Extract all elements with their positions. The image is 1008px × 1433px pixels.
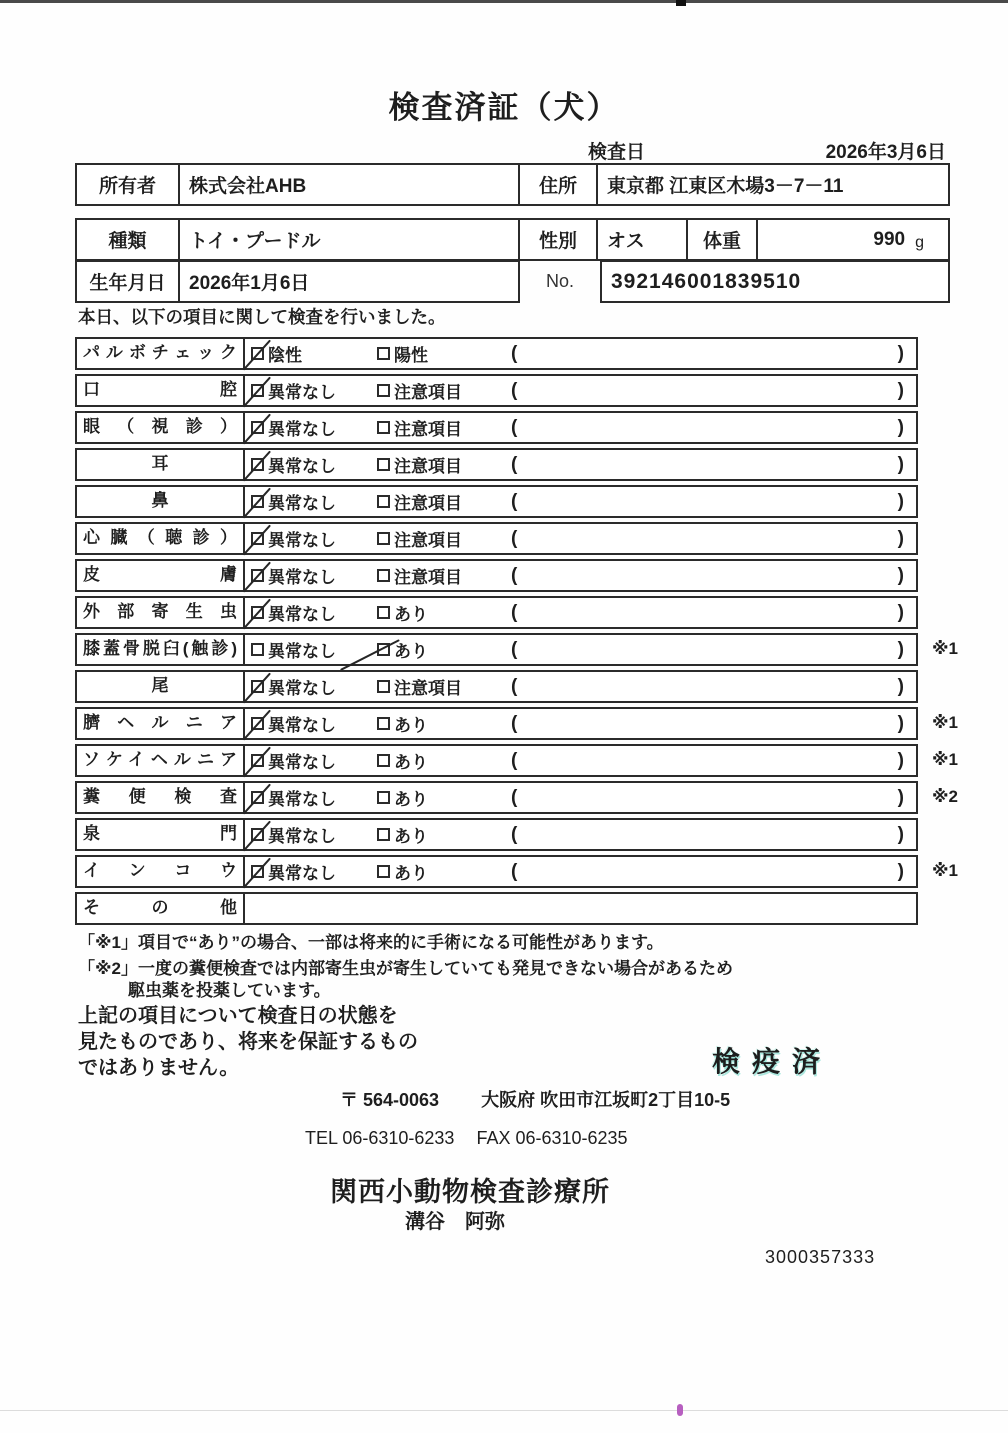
check-slash-icon <box>243 673 272 704</box>
inspection-item-label: パルボチェック <box>77 339 245 368</box>
weight-unit: g <box>915 233 924 251</box>
remarks-paren-open: ( <box>511 379 518 401</box>
option-1-label: 異常なし <box>268 457 336 476</box>
checkbox-icon <box>251 347 264 360</box>
option-2-label: 注意項目 <box>394 494 462 513</box>
checkbox-icon <box>251 865 264 878</box>
option-2-group <box>377 674 511 699</box>
option-2-label: 注意項目 <box>394 383 462 402</box>
check-slash-icon <box>243 784 272 815</box>
quarantine-stamp: 検疫済 <box>712 1046 833 1077</box>
breed-label: 種類 <box>77 220 180 259</box>
option-1-label: 異常なし <box>268 605 336 624</box>
option-1-label: 異常なし <box>268 420 336 439</box>
option-1-label: 異常なし <box>268 568 336 587</box>
birth-value: 2026年1月6日 <box>189 273 310 294</box>
option-2-group <box>377 526 511 551</box>
option-2-group <box>377 822 511 847</box>
footnote-marker: ※1 <box>932 750 958 769</box>
check-slash-icon <box>243 562 272 593</box>
option-2-group <box>377 711 511 736</box>
inspection-table <box>75 337 958 929</box>
disclaimer-line: 見たものであり、将来を保証するもの <box>78 1031 418 1053</box>
scan-artifact-bottom-blob <box>677 1404 683 1416</box>
owner-value: 株式会社AHB <box>180 165 520 204</box>
option-2-group <box>377 341 511 366</box>
option-1-group <box>251 600 377 625</box>
option-2-group <box>377 785 511 810</box>
remarks-paren-open: ( <box>511 675 518 697</box>
address-label: 住所 <box>520 165 598 204</box>
checkbox-icon <box>377 569 390 582</box>
inspection-item-label: 口腔 <box>77 376 245 405</box>
option-1-group <box>251 637 377 662</box>
inspection-date-value: 2026年3月6日 <box>825 142 946 163</box>
inspection-item-label: 膝蓋骨脱臼(触診) <box>77 635 245 664</box>
footnote-2-line2: 駆虫薬を投薬しています。 <box>128 981 331 1000</box>
breed-value: トイ・プードル <box>180 220 520 259</box>
inspection-row <box>75 818 918 851</box>
inspection-row <box>75 374 918 407</box>
scan-artifact-bottom-line <box>0 1410 1008 1411</box>
sex-value: オス <box>598 220 688 259</box>
pet-info-table <box>75 218 950 261</box>
inspection-row <box>75 707 958 740</box>
clinic-address-line <box>340 1086 730 1112</box>
inspection-row-content <box>245 635 916 664</box>
inspection-row <box>75 411 918 444</box>
inspection-row-content <box>245 598 916 627</box>
remarks-paren-close: ) <box>897 712 904 734</box>
checkbox-icon <box>377 717 390 730</box>
birth-date-table <box>75 260 520 303</box>
inspection-row <box>75 855 958 888</box>
inspection-row-content <box>245 413 916 442</box>
option-1-group <box>251 859 377 884</box>
disclaimer-line: ではありません。 <box>78 1057 240 1079</box>
scan-artifact-top-blob <box>676 0 686 6</box>
option-1-group <box>251 415 377 440</box>
remarks-paren-open: ( <box>511 453 518 475</box>
inspection-item-label: 眼（視診） <box>77 413 245 442</box>
option-2-group <box>377 378 511 403</box>
inspection-item-label: 外部寄生虫 <box>77 598 245 627</box>
option-1-label: 異常なし <box>268 753 336 772</box>
checkbox-icon <box>251 606 264 619</box>
inspection-row-content <box>245 709 916 738</box>
option-2-group <box>377 859 511 884</box>
remarks-paren-open: ( <box>511 490 518 512</box>
footnote-marker: ※2 <box>932 787 958 806</box>
option-1-group <box>251 526 377 551</box>
option-2-group <box>377 637 511 662</box>
footnote-marker: ※1 <box>932 861 958 880</box>
remarks-paren-open: ( <box>511 749 518 771</box>
option-1-group <box>251 711 377 736</box>
inspection-item-label: その他 <box>77 894 245 923</box>
checkbox-icon <box>377 495 390 508</box>
inspection-item-label: 心臓（聴診） <box>77 524 245 553</box>
remarks-paren-close: ) <box>897 453 904 475</box>
check-slash-icon <box>243 488 272 519</box>
checkbox-icon <box>377 606 390 619</box>
option-2-group <box>377 452 511 477</box>
option-1-group <box>251 341 377 366</box>
option-2-label: あり <box>394 827 428 846</box>
checkbox-icon <box>251 384 264 397</box>
inspection-row-content <box>245 339 916 368</box>
option-2-group <box>377 489 511 514</box>
option-2-label: 注意項目 <box>394 568 462 587</box>
option-2-group <box>377 748 511 773</box>
inspection-row <box>75 448 918 481</box>
checkbox-icon <box>377 791 390 804</box>
checkbox-icon <box>251 569 264 582</box>
owner-address-table <box>75 163 950 206</box>
option-1-label: 異常なし <box>268 716 336 735</box>
check-slash-icon <box>243 710 272 741</box>
option-2-group <box>377 563 511 588</box>
inspection-row <box>75 781 958 814</box>
remarks-paren-close: ) <box>897 638 904 660</box>
checkbox-icon <box>251 828 264 841</box>
registration-no-label: No. <box>545 271 574 291</box>
inspection-item-label: 尾 <box>77 672 245 701</box>
option-2-label: 注意項目 <box>394 679 462 698</box>
inspection-row-content <box>245 783 916 812</box>
weight-number: 990 <box>873 228 906 250</box>
serial-number: 3000357333 <box>765 1247 876 1267</box>
inspection-row-content <box>245 561 916 590</box>
intro-sentence: 本日、以下の項目に関して検査を行いました。 <box>78 307 446 327</box>
checkbox-icon <box>377 384 390 397</box>
inspection-item-label: 耳 <box>77 450 245 479</box>
option-1-label: 異常なし <box>268 642 336 661</box>
checkbox-icon <box>377 865 390 878</box>
disclaimer-statement <box>78 1003 418 1081</box>
sex-label: 性別 <box>520 220 598 259</box>
checkbox-icon <box>377 347 390 360</box>
remarks-paren-close: ) <box>897 823 904 845</box>
remarks-paren-close: ) <box>897 490 904 512</box>
remarks-paren-close: ) <box>897 675 904 697</box>
clinic-name: 関西小動物検査診療所 <box>330 1177 610 1207</box>
inspection-row <box>75 522 918 555</box>
remarks-paren-close: ) <box>897 527 904 549</box>
remarks-paren-open: ( <box>511 601 518 623</box>
inspection-item-label: 鼻 <box>77 487 245 516</box>
check-slash-icon <box>243 599 272 630</box>
option-2-label: あり <box>394 642 428 661</box>
footnote-marker: ※1 <box>932 713 958 732</box>
clinic-postal-code: 〒 564-0063 <box>340 1090 440 1110</box>
option-1-group <box>251 563 377 588</box>
remarks-paren-open: ( <box>511 416 518 438</box>
checkbox-icon <box>251 643 264 656</box>
option-2-label: 注意項目 <box>394 531 462 550</box>
inspection-row-content <box>245 672 916 701</box>
checkbox-icon <box>251 791 264 804</box>
remarks-paren-close: ) <box>897 749 904 771</box>
option-2-label: あり <box>394 716 428 735</box>
option-1-label: 異常なし <box>268 679 336 698</box>
inspection-row <box>75 633 958 666</box>
remarks-paren-open: ( <box>511 860 518 882</box>
inspection-row-content <box>245 524 916 553</box>
option-2-label: 注意項目 <box>394 420 462 439</box>
inspection-item-label: ソケイヘルニア <box>77 746 245 775</box>
remarks-paren-close: ) <box>897 601 904 623</box>
remarks-paren-close: ) <box>897 860 904 882</box>
checkbox-icon <box>377 532 390 545</box>
checkbox-icon <box>377 643 390 656</box>
checkbox-icon <box>251 458 264 471</box>
option-1-group <box>251 822 377 847</box>
inspection-date-label: 検査日 <box>588 142 646 163</box>
birth-label: 生年月日 <box>77 262 180 301</box>
remarks-paren-open: ( <box>511 564 518 586</box>
option-2-group <box>377 415 511 440</box>
check-slash-icon <box>243 821 272 852</box>
inspection-row <box>75 670 918 703</box>
option-1-group <box>251 489 377 514</box>
checkbox-icon <box>251 421 264 434</box>
weight-label: 体重 <box>688 220 758 259</box>
remarks-paren-open: ( <box>511 342 518 364</box>
inspection-row-content <box>245 450 916 479</box>
scan-artifact-top-line <box>0 0 1008 3</box>
veterinarian-name: 溝谷 阿弥 <box>405 1211 505 1233</box>
check-slash-icon <box>243 747 272 778</box>
inspection-item-label: インコウ <box>77 857 245 886</box>
check-slash-icon <box>243 414 272 445</box>
option-1-group <box>251 674 377 699</box>
inspection-row <box>75 892 918 925</box>
option-2-label: あり <box>394 605 428 624</box>
clinic-address: 大阪府 吹田市江坂町2丁目10-5 <box>481 1090 731 1110</box>
inspection-row-content <box>245 746 916 775</box>
footnote-1: 「※1」項目で“あり”の場合、一部は将来的に手術になる可能性があります。 <box>78 933 664 952</box>
remarks-paren-close: ) <box>897 564 904 586</box>
remarks-paren-close: ) <box>897 416 904 438</box>
footnote-2-line1: 「※2」一度の糞便検査では内部寄生虫が寄生していても発見できない場合があるため <box>78 959 733 978</box>
option-1-label: 異常なし <box>268 383 336 402</box>
checkbox-icon <box>251 495 264 508</box>
option-2-label: 陽性 <box>394 346 428 365</box>
clinic-tel-line <box>305 1128 628 1149</box>
inspection-row <box>75 596 918 629</box>
inspection-row-content <box>245 857 916 886</box>
inspection-row-content <box>245 894 916 923</box>
inspection-item-label: 皮膚 <box>77 561 245 590</box>
option-2-label: 注意項目 <box>394 457 462 476</box>
document-title: 検査済証（犬） <box>388 90 620 125</box>
check-slash-icon <box>243 858 272 889</box>
option-1-group <box>251 452 377 477</box>
option-1-label: 陰性 <box>268 346 302 365</box>
option-1-label: 異常なし <box>268 531 336 550</box>
checkbox-icon <box>377 754 390 767</box>
check-slash-icon <box>243 451 272 482</box>
disclaimer-line: 上記の項目について検査日の状態を <box>78 1005 398 1027</box>
inspection-row <box>75 337 918 370</box>
option-1-label: 異常なし <box>268 790 336 809</box>
inspection-row <box>75 485 918 518</box>
inspection-row <box>75 744 958 777</box>
check-slash-icon <box>243 525 272 556</box>
checkbox-icon <box>377 680 390 693</box>
inspection-row-content <box>245 376 916 405</box>
remarks-paren-close: ) <box>897 342 904 364</box>
remarks-paren-close: ) <box>897 786 904 808</box>
inspection-row <box>75 559 918 592</box>
inspection-row-content <box>245 820 916 849</box>
address-value: 東京都 江東区木場3－7－11 <box>607 176 844 197</box>
option-1-label: 異常なし <box>268 864 336 883</box>
option-2-label: あり <box>394 864 428 883</box>
remarks-paren-open: ( <box>511 823 518 845</box>
checkbox-icon <box>377 458 390 471</box>
checkbox-icon <box>251 680 264 693</box>
option-1-group <box>251 748 377 773</box>
footnote-marker: ※1 <box>932 639 958 658</box>
owner-label: 所有者 <box>77 165 180 204</box>
check-slash-icon <box>243 377 272 408</box>
option-2-group <box>377 600 511 625</box>
inspection-item-label: 糞便検査 <box>77 783 245 812</box>
option-1-group <box>251 378 377 403</box>
inspection-item-label: 臍ヘルニア <box>77 709 245 738</box>
remarks-paren-open: ( <box>511 712 518 734</box>
remarks-paren-open: ( <box>511 527 518 549</box>
checkbox-icon <box>251 717 264 730</box>
clinic-tel: TEL 06-6310-6233 <box>305 1128 455 1148</box>
option-1-group <box>251 785 377 810</box>
inspection-item-label: 泉門 <box>77 820 245 849</box>
check-slash-icon <box>243 340 272 371</box>
checkbox-icon <box>251 754 264 767</box>
option-1-label: 異常なし <box>268 494 336 513</box>
remarks-paren-open: ( <box>511 786 518 808</box>
checkbox-icon <box>377 421 390 434</box>
option-2-label: あり <box>394 753 428 772</box>
registration-no-value: 392146001839510 <box>600 260 950 303</box>
option-2-label: あり <box>394 790 428 809</box>
checkbox-icon <box>251 532 264 545</box>
remarks-paren-close: ) <box>897 379 904 401</box>
checkbox-icon <box>377 828 390 841</box>
weight-value <box>758 220 948 259</box>
option-1-label: 異常なし <box>268 827 336 846</box>
inspection-row-content <box>245 487 916 516</box>
remarks-paren-open: ( <box>511 638 518 660</box>
clinic-fax: FAX 06-6310-6235 <box>476 1128 628 1148</box>
